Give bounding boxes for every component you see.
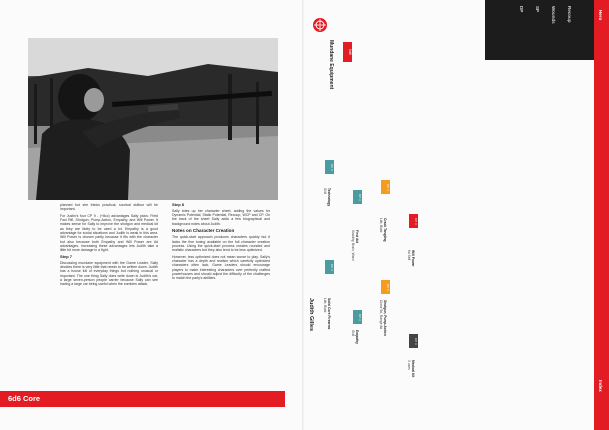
chapter-chip: 6d6 [343, 42, 352, 62]
stat-item [379, 300, 387, 336]
item-chip: CP 3 [409, 334, 418, 348]
text-column-b [172, 203, 270, 283]
item-detail: Stability, Brain, Ward [351, 230, 355, 261]
item-detail: Close 5d, Range 8d [379, 300, 383, 330]
corner-item: Recoup [567, 6, 572, 23]
bar-label-top: Hero [598, 10, 603, 21]
right-page [305, 0, 609, 430]
item-detail: Life, Blast [323, 298, 327, 313]
item-name: Will Power [411, 250, 415, 267]
stat-item [407, 360, 415, 377]
item-name: First Aid [355, 230, 359, 244]
notes-heading: Notes on Character Creation [172, 227, 235, 233]
step-heading: Step 8 [172, 202, 185, 207]
item-chip: CP 3 [381, 180, 390, 194]
corner-item: DP [519, 6, 524, 13]
item-name: Technology [327, 188, 331, 207]
stat-item [323, 188, 331, 206]
footer-label: 6d6 Core [8, 394, 41, 403]
bar-label-bottom: Index [598, 380, 603, 392]
text-column-a [60, 203, 158, 289]
paragraph: Sally totes up her character sheet, adding the values for Dynamic Potential, Static Potential, Recoup, WCP and CP. On the back of the sheet Sally adds a few biographical and background notes about Judith. [172, 208, 270, 226]
stat-item [379, 218, 387, 242]
paragraph: The quick-start approach produces characters quickly but it lacks the fine tuning available on the full character creation process. Using the quick-start process creates rounded and realistic characters but they also tend to be less optimized. [172, 235, 270, 253]
stat-item [323, 298, 331, 329]
item-detail: Skill [323, 188, 327, 195]
chapter-title: Mundane Equipment [328, 40, 334, 90]
item-chip: CP 3 [325, 160, 334, 174]
corner-item: Wounds [551, 6, 556, 24]
stat-item [351, 330, 359, 344]
item-name: Medical Kit [411, 360, 415, 378]
corner-item: SP [535, 6, 540, 13]
paragraph: However, less optimized does not mean worse to play. Sally's character has a depth and realism which carefully optimized characters often lack. Game Leaders should encourage players to make interesting characters over perfectly crafted powerhouses and should adjust the difficulty of the challenges to match the party's abilities. [172, 254, 270, 281]
item-name: Crack Tangling [383, 218, 387, 242]
paragraph: For Justin's four CP 9 - (+8cc) advantages Sally picks: Field Fwd Rifl, Shotgun, Pump-Action, Empathy, and Will Power. It makes sense for Sally to improve the shotgun and medical kit as they are likely to be used a lot. Empathy is a good advantage for social situations and Judith is weak in this area. Will Power is chosen partly because it fits with the character but also because both Empathy and Will Power are 6d advantages. Increasing these advantages lets Judith take a little bit more damage in a fight. [60, 213, 158, 253]
item-detail: 3 uses [407, 360, 411, 370]
item-chip: CP 3 [325, 260, 334, 274]
stat-item [351, 230, 359, 260]
stat-item [407, 250, 415, 267]
corner-stat-panel [485, 0, 609, 60]
photo-illustration [28, 38, 278, 200]
step-heading: Step 7 [60, 253, 73, 259]
item-detail: Life, Blast [379, 218, 383, 233]
item-name: Solid Core Firearms [327, 298, 331, 330]
item-chip: CP 3 [409, 214, 418, 228]
paragraph: planned but she thinks practical, survival skillsor will be important. [60, 203, 158, 212]
item-detail: 6d Self [407, 250, 411, 261]
right-edge-bar [594, 0, 609, 430]
stamp-icon [313, 18, 327, 32]
sheet-title: Judith Gilles [308, 298, 314, 332]
item-chip: CP 3 [353, 310, 362, 324]
item-chip: CP 3 [353, 190, 362, 204]
paragraph: Discussing mundane equipment with the Game Leader, Sally decides there is very little that needs to be written down. Judith has a house full of everyday things but nothing unusual or important. The one thing Sally does write down is Judith's car, a large seven-person people carrier because Sally can see having a large car being useful when the zombies attack. [60, 260, 158, 287]
footer-bar [0, 391, 285, 407]
item-name: Empathy [355, 330, 359, 344]
item-detail: Skill [351, 330, 355, 337]
item-name: Shotgun, Pump-Action [383, 300, 387, 336]
photo-woman-with-shotgun [28, 38, 278, 200]
item-chip: CP 6 [381, 280, 390, 294]
